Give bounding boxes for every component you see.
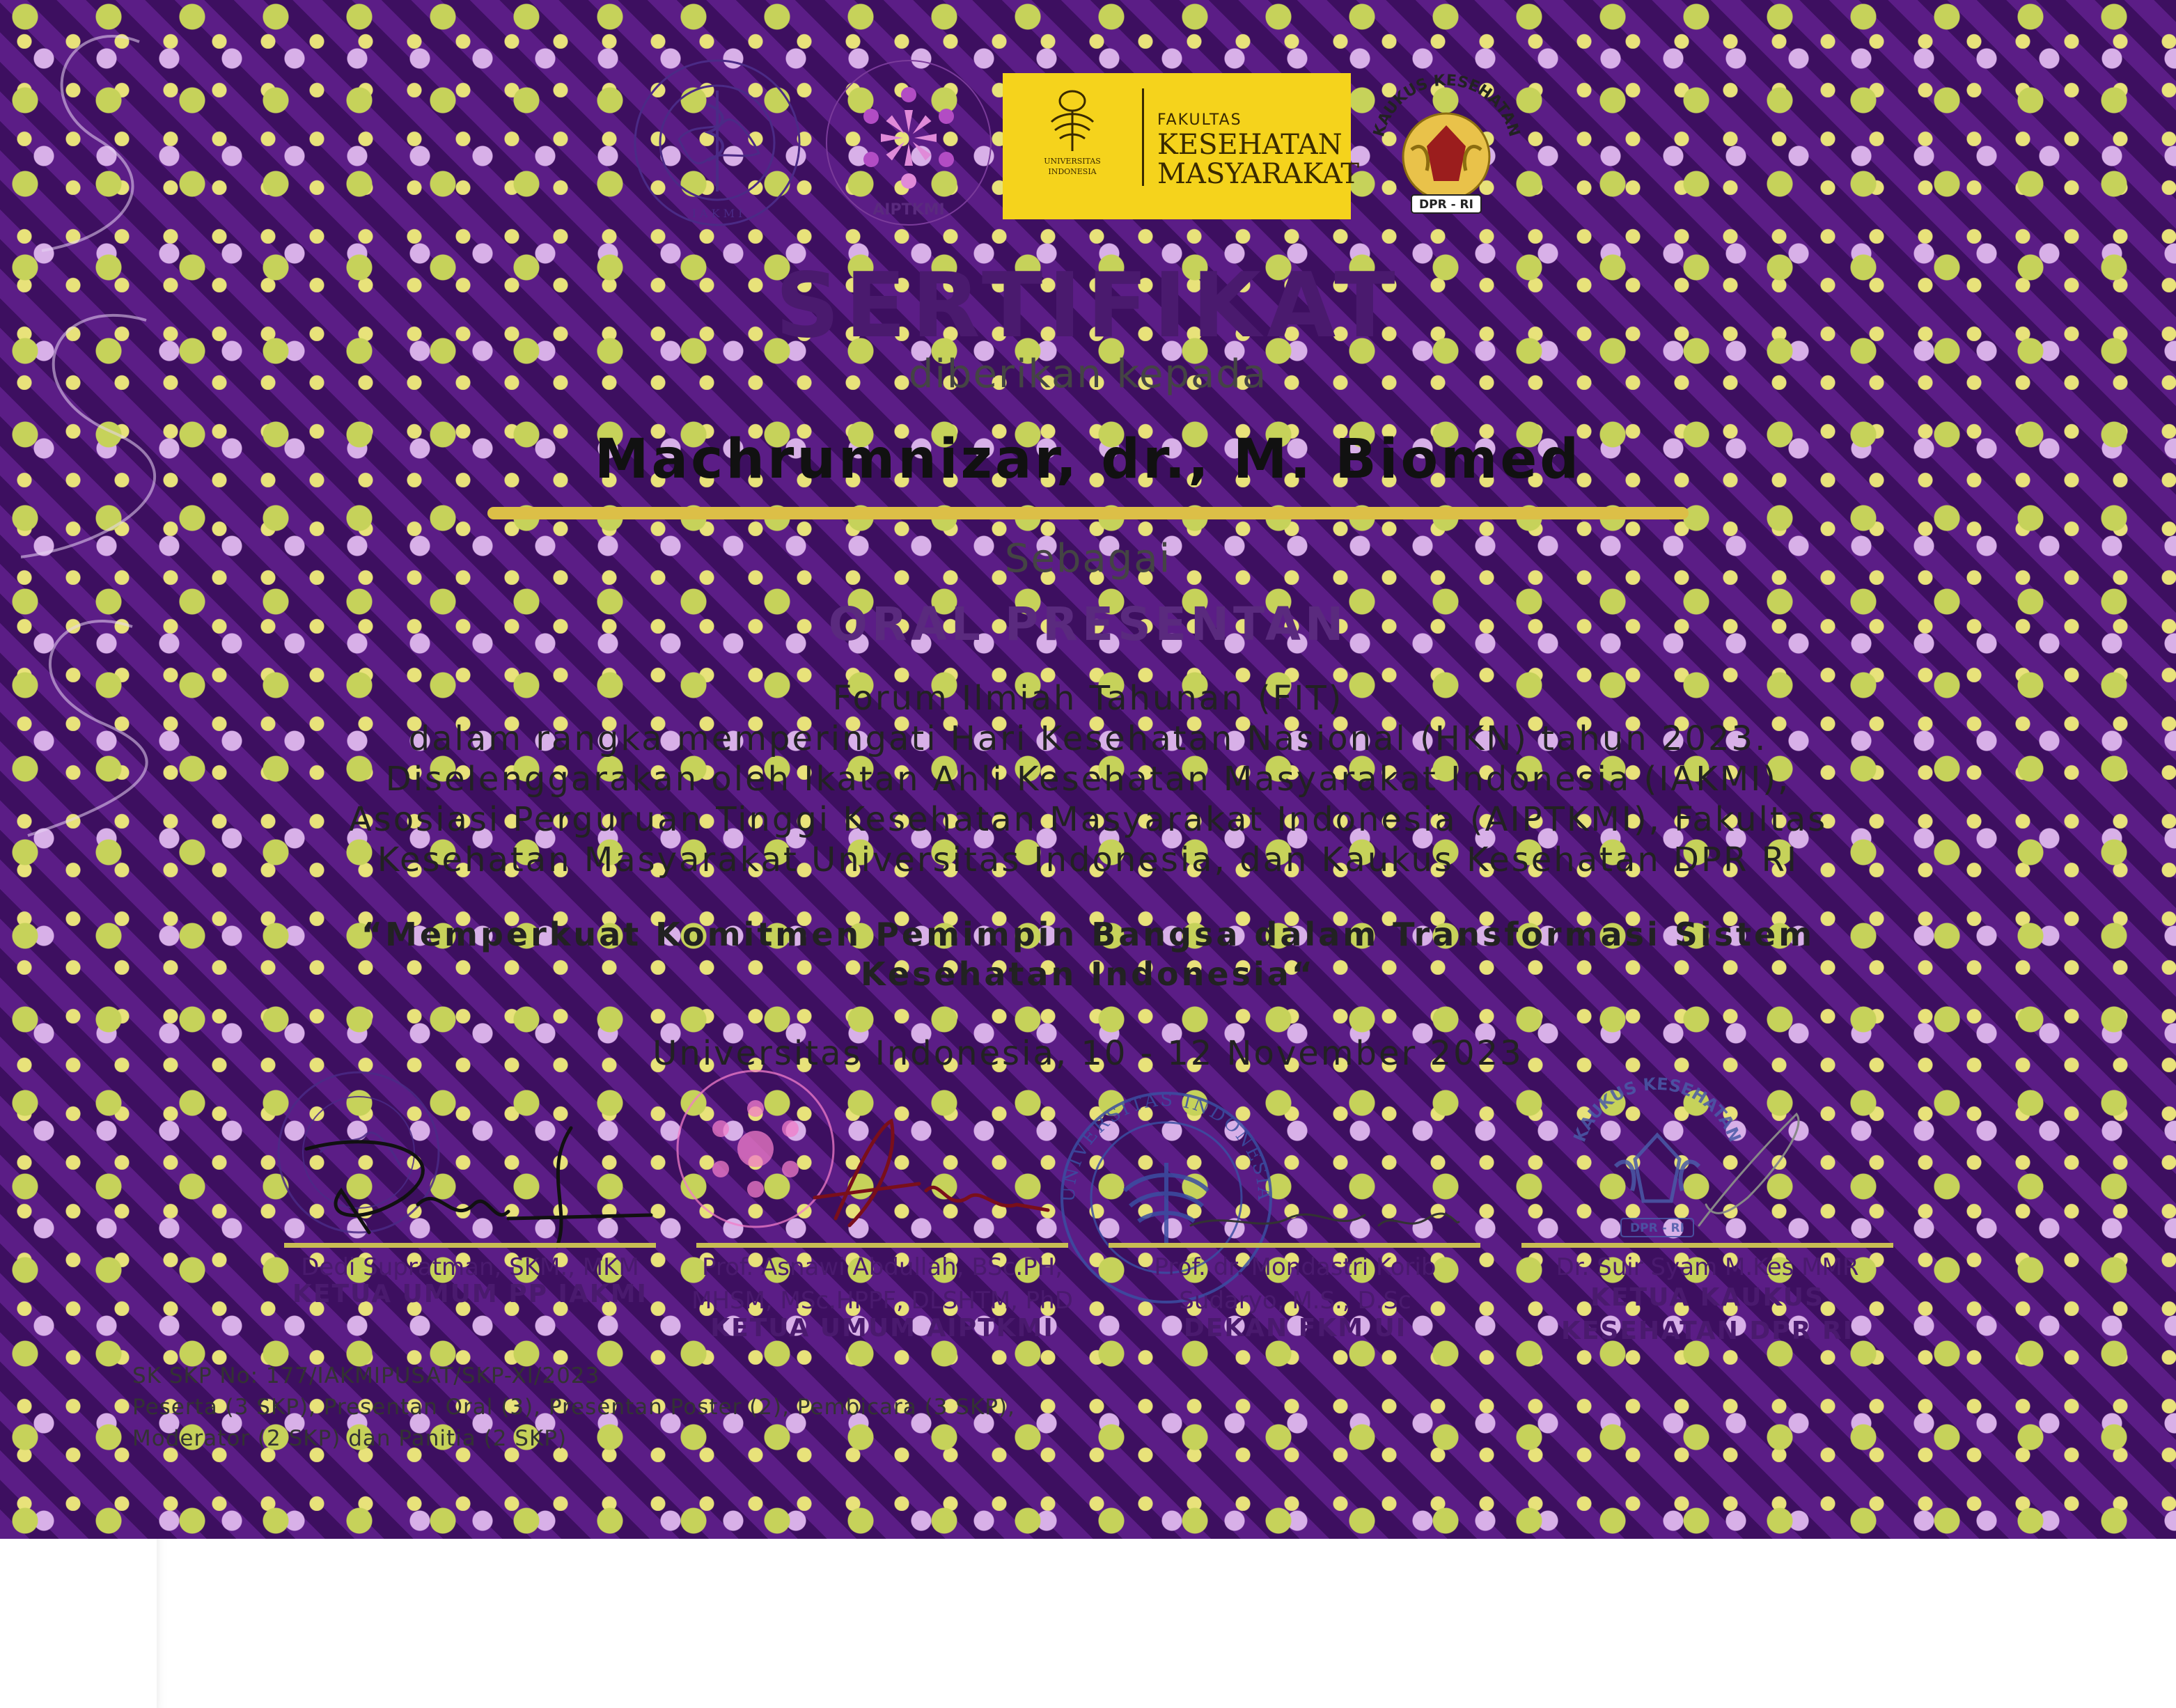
gold-divider: [487, 507, 1689, 519]
fkm-faculty-name: MASYARAKAT: [1157, 158, 1360, 190]
signatory-role: KESEHATAN DPR RI: [1560, 1317, 1854, 1345]
skp-details: Peserta (3 SKP), Presentan Oral (3), Presentan Poster (2), Pembicara (3 SKP),: [132, 1395, 1015, 1420]
fkm-divider: [1142, 88, 1144, 186]
description-line: Forum Ilmiah Tahunan (FIT): [832, 679, 1344, 718]
signature-suir: [1657, 1100, 1824, 1239]
fkm-ui-text: UNIVERSITAS: [1044, 157, 1101, 166]
participant-role: ORAL PRESENTAN: [828, 597, 1348, 651]
signatory-name: Prof. dr. Mondastri Korib: [1154, 1253, 1437, 1281]
recipient-name: Machrumnizar, dr., M. Biomed: [594, 428, 1582, 491]
signatory-name: MHSM, MSc.HPPF, DLSHTM, PhD: [691, 1287, 1073, 1315]
venue-date: Universitas Indonesia, 10 - 12 November 2023: [652, 1034, 1524, 1073]
svg-text:I A K M I: I A K M I: [691, 207, 743, 220]
iakmi-logo: [630, 56, 804, 230]
svg-text:AIPTKMI: AIPTKMI: [872, 201, 945, 219]
signatory-role: KETUA KAUKUS: [1590, 1283, 1824, 1312]
description-line: Kesehatan Masyarakat Universitas Indonesia, dan Kaukus Kesehatan DPR RI: [377, 840, 1799, 879]
signatory-name: Dedi Supratman, SKM., MKM: [301, 1253, 639, 1281]
signatory-name: Prof. Asnawi Abdullah, BSc.PH,: [701, 1253, 1063, 1281]
skp-details: Moderator (2 SKP) dan Panitia (2 SKP): [132, 1426, 568, 1451]
certificate-title: SERTIFIKAT: [775, 254, 1401, 358]
event-theme: “Memperkuat Komitmen Pemimpin Bangsa dalam Transformasi Sistem: [361, 916, 1815, 953]
signatory-role: KETUA UMUM PP IAKMI: [292, 1280, 648, 1308]
signature-line: [1109, 1243, 1480, 1248]
svg-text:KAUKUS KESEHATAN: KAUKUS KESEHATAN: [1570, 1074, 1745, 1145]
kaukus-kesehatan-logo: [1361, 59, 1532, 230]
signatory-role: KETUA UMUM AIPTKMI: [710, 1314, 1054, 1342]
fkm-ui-text: INDONESIA: [1048, 167, 1097, 176]
signature-line: [1521, 1243, 1893, 1248]
svg-text:KAUKUS KESEHATAN: KAUKUS KESEHATAN: [1370, 72, 1523, 139]
aiptkmi-logo: [822, 56, 996, 230]
signature-line: [696, 1243, 1068, 1248]
event-theme: Kesehatan Indonesia“: [861, 955, 1315, 993]
signature-asnawi: [773, 1114, 1051, 1239]
fkm-faculty-label: FAKULTAS: [1157, 111, 1242, 129]
sk-number: SK SKP No: 177/IAKMIPUSAT/SKP-XI/2023: [132, 1363, 600, 1388]
description-line: Asosiasi Perguruan Tinggi Kesehatan Masyarakat Indonesia (AIPTKMI), Fakultas: [348, 800, 1828, 839]
signatory-role: DEKAN FKM UI: [1183, 1314, 1407, 1342]
signatory-name: Sudaryo, M.S., D.Sc: [1179, 1287, 1411, 1315]
signature-dedi: [279, 1114, 655, 1253]
description-line: Diselenggarakan oleh Ikatan Ahli Kesehatan Masyarakat Indonesia (IAKMI),: [385, 760, 1791, 799]
signature-line: [284, 1243, 656, 1248]
svg-text:DPR - RI: DPR - RI: [1419, 198, 1473, 212]
svg-text:DPR - RI: DPR - RI: [1630, 1221, 1684, 1235]
signatory-name: Dr. Suir Syam M.Kes MMR: [1556, 1253, 1859, 1281]
as-label: Sebagai: [1004, 536, 1172, 581]
certificate-subtitle: diberikan kepada: [908, 352, 1268, 397]
svg-text:UNIVERSITAS INDONESIA: UNIVERSITAS INDONESIA: [1058, 1089, 1275, 1203]
fkm-faculty-name: KESEHATAN: [1157, 129, 1343, 161]
description-line: dalam rangka memperingati Hari Kesehatan Nasional (HKN) tahun 2023.: [408, 719, 1768, 758]
fkm-ui-logo: [1003, 73, 1360, 219]
